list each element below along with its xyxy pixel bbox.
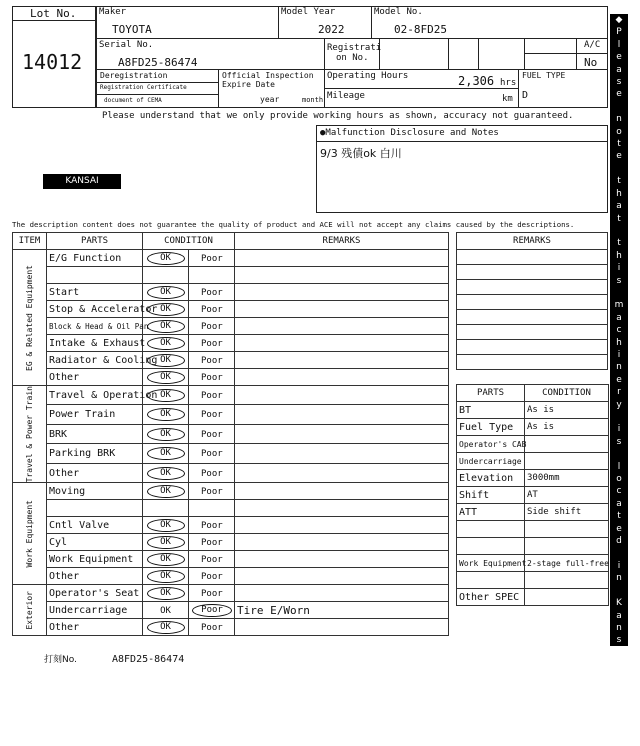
mileage-label: Mileage (327, 91, 365, 101)
part-name (47, 267, 143, 284)
table-row (13, 405, 449, 424)
remark-cell (235, 463, 449, 483)
ok-mark: OK (160, 605, 171, 616)
group-label: Work Equipment (25, 500, 34, 568)
km-label: km (502, 94, 513, 104)
ok-mark: OK (147, 428, 185, 441)
spec-value (525, 453, 609, 470)
spec-part (457, 521, 525, 538)
right-remarks-table (456, 232, 608, 370)
remark-cell (235, 483, 449, 500)
spec-row (457, 572, 609, 589)
table-row (13, 444, 449, 463)
spec-value: 3000mm (525, 470, 609, 487)
remark-cell (235, 250, 449, 267)
poor-mark: Poor (201, 321, 223, 332)
registration-label-1: Registrati (327, 43, 382, 53)
year-label: year (260, 95, 280, 104)
part-name: Moving (47, 483, 143, 500)
remark-cell (235, 444, 449, 463)
remark-cell (235, 284, 449, 301)
ok-mark: OK (147, 354, 185, 367)
remark-cell (235, 568, 449, 585)
table-row (13, 335, 449, 352)
part-name: Other (47, 619, 143, 636)
table-row (13, 386, 449, 405)
spec-row (457, 521, 609, 538)
spec-row (457, 436, 609, 453)
stamp-value: A8FD25-86474 (112, 654, 185, 665)
spec-row (457, 504, 609, 521)
poor-mark: Poor (201, 390, 223, 401)
table-row (13, 602, 449, 619)
item-header: ITEM (13, 233, 47, 250)
model-year-label: Model Year (281, 7, 336, 17)
serial-value: A8FD25-86474 (118, 56, 198, 69)
ok-mark: OK (147, 467, 185, 480)
part-name: Intake & Exhaust (47, 335, 143, 352)
spec-part: BT (457, 402, 525, 419)
remark-cell (235, 585, 449, 602)
model-no-value: 02-8FD25 (394, 23, 447, 36)
malfunction-title: ●Malfunction Disclosure and Notes (320, 128, 499, 138)
ok-mark: OK (147, 519, 185, 532)
ok-mark: OK (147, 408, 185, 421)
part-name: Block & Head & Oil Pan (47, 318, 143, 335)
group-label: Travel & Power Train (25, 386, 34, 483)
spec-value: As is (525, 419, 609, 436)
table-row (13, 250, 449, 267)
poor-mark (189, 504, 201, 514)
table-row (13, 352, 449, 369)
poor-mark: Poor (201, 468, 223, 479)
remark-cell (235, 405, 449, 424)
poor-mark (189, 271, 201, 281)
maker-value: TOYOTA (112, 23, 152, 36)
remark-cell (235, 619, 449, 636)
location-sidebar (610, 14, 628, 745)
table-row (13, 318, 449, 335)
spec-part: Undercarriage (457, 453, 525, 470)
table-row (13, 424, 449, 443)
part-name: Other (47, 463, 143, 483)
poor-mark: Poor (201, 355, 223, 366)
spec-row (457, 470, 609, 487)
spec-condition-header: CONDITION (525, 385, 609, 402)
remarks-header: REMARKS (235, 233, 449, 250)
table-row (13, 551, 449, 568)
part-name: BRK (47, 424, 143, 443)
part-name (47, 500, 143, 517)
registration-certificate-label: Registration Certificate (100, 84, 187, 91)
ok-mark: OK (147, 553, 185, 566)
ok-mark: OK (147, 536, 185, 549)
poor-mark: Poor (201, 253, 223, 264)
spec-row (457, 538, 609, 555)
poor-mark: Poor (201, 304, 223, 315)
ok-mark: OK (147, 389, 185, 402)
table-row (13, 284, 449, 301)
spec-value: Side shift (525, 504, 609, 521)
table-row (13, 301, 449, 318)
spec-value: 2-stage full-free (525, 555, 609, 572)
remark-cell (235, 335, 449, 352)
poor-mark: Poor (201, 571, 223, 582)
spec-value (525, 521, 609, 538)
part-name: Stop & Accelerator (47, 301, 143, 318)
lot-number: 14012 (22, 50, 83, 74)
ac-value: No (584, 56, 598, 69)
table-row (13, 369, 449, 386)
poor-mark: Poor (201, 622, 223, 633)
remark-cell (235, 551, 449, 568)
remark-cell (235, 301, 449, 318)
condition-header: CONDITION (143, 233, 235, 250)
remark-cell (235, 352, 449, 369)
table-row (13, 568, 449, 585)
part-name: Cntl Valve (47, 517, 143, 534)
spec-value (525, 436, 609, 453)
spec-row (457, 453, 609, 470)
spec-part: Elevation (457, 470, 525, 487)
part-name: Other (47, 369, 143, 386)
remark-row (457, 265, 608, 280)
operating-hours-value: 2,306 (458, 74, 495, 88)
condition-table (12, 232, 449, 636)
poor-mark: Poor (201, 287, 223, 298)
hours-notice: Please understand that we only provide working hours as shown, accuracy not guaranteed. (102, 111, 574, 121)
spec-table (456, 384, 609, 606)
month-label: month (302, 96, 324, 104)
group-label: EG & Related Equipment (25, 264, 34, 371)
remark-cell (235, 424, 449, 443)
table-row (13, 267, 449, 284)
poor-mark: Poor (201, 537, 223, 548)
remark-row (457, 355, 608, 370)
remark-row (457, 310, 608, 325)
ok-mark: OK (147, 320, 185, 333)
ok-mark: OK (147, 621, 185, 634)
disclaimer: The description content does not guarantee the quality of product and ACE will not accept any claims caused by the descriptions. (12, 220, 575, 229)
part-name: Operator's Seat (47, 585, 143, 602)
remark-row (457, 325, 608, 340)
poor-mark: Poor (201, 429, 223, 440)
fuel-type-label: FUEL TYPE (522, 71, 566, 80)
remark-cell (235, 267, 449, 284)
part-name: Other (47, 568, 143, 585)
ok-mark: OK (147, 371, 185, 384)
deregistration-label: Deregistration (100, 71, 168, 80)
table-row (13, 483, 449, 500)
remark-row (457, 280, 608, 295)
spec-value (525, 572, 609, 589)
serial-label: Serial No. (99, 40, 154, 50)
model-year-value: 2022 (318, 23, 345, 36)
group-label: Exterior (25, 591, 34, 630)
ok-mark: OK (147, 303, 185, 316)
remark-cell (235, 318, 449, 335)
poor-mark: Poor (201, 338, 223, 349)
malfunction-note: 9/3 残債ok 白川 (320, 147, 402, 160)
table-row (13, 517, 449, 534)
part-name: Work Equipment (47, 551, 143, 568)
poor-mark: Poor (201, 372, 223, 383)
part-name: E/G Function (47, 250, 143, 267)
table-row (13, 534, 449, 551)
spec-row (457, 402, 609, 419)
lot-label: Lot No. (30, 7, 77, 20)
remark-cell: Tire E/Worn (235, 602, 449, 619)
table-row (13, 463, 449, 483)
spec-row (457, 555, 609, 572)
stamp-label: 打刻No. (44, 655, 77, 665)
remark-cell (235, 517, 449, 534)
spec-part: Other SPEC (457, 589, 525, 606)
table-row (13, 619, 449, 636)
ok-mark: OK (147, 485, 185, 498)
poor-mark: Poor (201, 486, 223, 497)
remark-cell (235, 369, 449, 386)
remark-row (457, 340, 608, 355)
ok-mark: OK (147, 286, 185, 299)
ac-label: A/C (584, 40, 601, 50)
part-name: Cyl (47, 534, 143, 551)
malfunction-box (316, 125, 608, 213)
right-remarks-header: REMARKS (457, 233, 608, 250)
table-row (13, 500, 449, 517)
remark-cell (235, 386, 449, 405)
table-row (13, 585, 449, 602)
poor-mark: Poor (201, 520, 223, 531)
part-name: Parking BRK (47, 444, 143, 463)
spec-part: Fuel Type (457, 419, 525, 436)
part-name: Travel & Operation (47, 386, 143, 405)
remark-cell (235, 534, 449, 551)
remark-row (457, 250, 608, 265)
part-name: Power Train (47, 405, 143, 424)
model-no-label: Model No. (374, 7, 423, 17)
spec-row (457, 487, 609, 504)
ok-mark: OK (147, 252, 185, 265)
spec-part: Operator's CAB (457, 436, 525, 453)
spec-value: AT (525, 487, 609, 504)
spec-row (457, 589, 609, 606)
ok-mark: OK (147, 447, 185, 460)
inspection-label-1: Official Inspection (222, 71, 314, 80)
spec-value (525, 538, 609, 555)
part-name: Radiator & Cooling (47, 352, 143, 369)
spec-part: ATT (457, 504, 525, 521)
spec-part: Shift (457, 487, 525, 504)
poor-mark: Poor (201, 588, 223, 599)
poor-mark: Poor (192, 604, 232, 617)
parts-header: PARTS (47, 233, 143, 250)
poor-mark: Poor (201, 410, 223, 421)
cema-label: document of CEMA (104, 97, 162, 104)
maker-label: Maker (99, 7, 127, 17)
spec-row (457, 419, 609, 436)
spec-part (457, 572, 525, 589)
remark-cell (235, 500, 449, 517)
part-name: Start (47, 284, 143, 301)
registration-label-2: on No. (336, 53, 369, 63)
inspection-label-2: Expire Date (222, 80, 275, 89)
location-badge: KANSAI (43, 174, 121, 189)
sidebar-text: ◆ P l e a s e n o t e t h a t t h i s m a c h i n e r y i s l o c a t e d i n K a n s a i Y a r d ◆ (614, 15, 624, 745)
spec-part: Work Equipment (457, 555, 525, 572)
spec-value: As is (525, 402, 609, 419)
spec-part (457, 538, 525, 555)
remark-row (457, 295, 608, 310)
ok-mark: OK (147, 337, 185, 350)
spec-value (525, 589, 609, 606)
poor-mark: Poor (201, 554, 223, 565)
fuel-type-value: D (522, 90, 529, 101)
spec-parts-header: PARTS (457, 385, 525, 402)
ok-mark: OK (147, 570, 185, 583)
operating-hours-label: Operating Hours (327, 71, 409, 81)
poor-mark: Poor (201, 449, 223, 460)
hrs-label: hrs (500, 78, 517, 88)
ok-mark: OK (147, 587, 185, 600)
part-name: Undercarriage (47, 602, 143, 619)
